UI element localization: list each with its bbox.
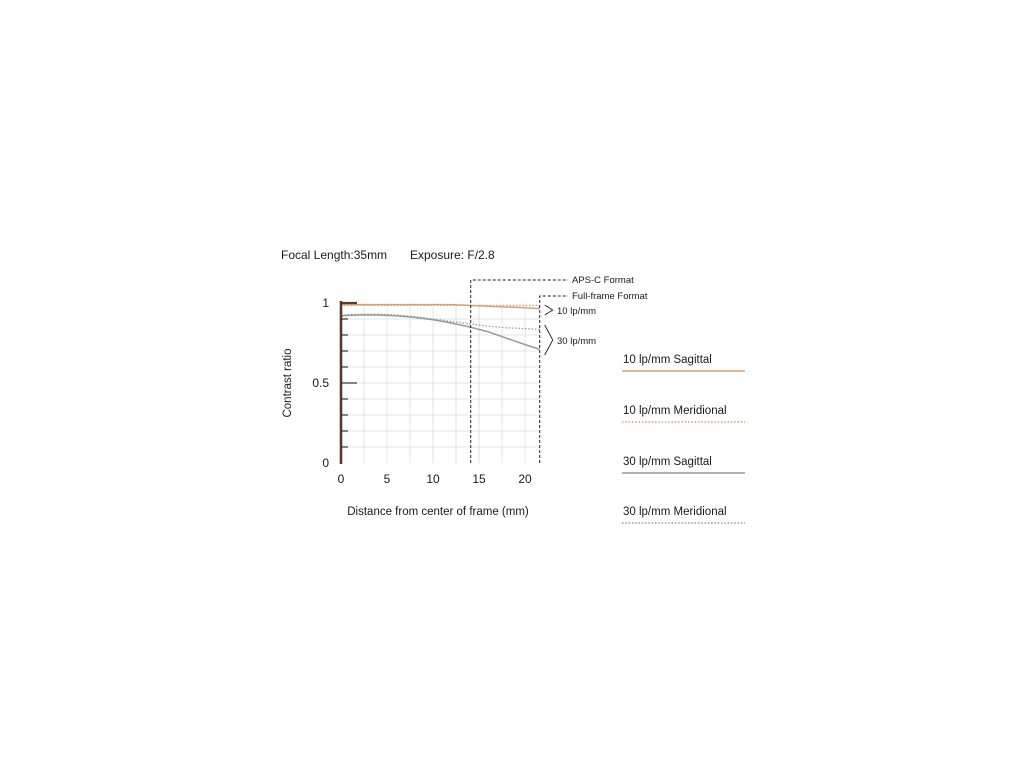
x-tick-label: 15 (472, 472, 486, 486)
legend-item-30-meridional: 30 lp/mm Meridional (623, 506, 727, 518)
x-tick-label: 5 (383, 472, 391, 486)
thirty-lp-annotation: 30 lp/mm (557, 336, 597, 347)
legend (622, 354, 745, 523)
y-tick-label: 0.5 (312, 376, 329, 390)
y-tick-label: 0 (322, 456, 329, 470)
axes (312, 296, 532, 486)
legend-item-10-sagittal: 10 lp/mm Sagittal (623, 354, 712, 366)
full-frame-boundary-line (540, 296, 568, 463)
ten-lp-annotation: 10 lp/mm (557, 306, 597, 317)
exposure-label: Exposure: F/2.8 (410, 248, 495, 262)
legend-item-10-meridional: 10 lp/mm Meridional (623, 405, 727, 417)
x-tick-label: 20 (518, 472, 532, 486)
x-tick-label: 0 (337, 472, 345, 486)
y-tick-label: 1 (322, 296, 329, 310)
aps-c-format-label: APS-C Format (572, 275, 634, 286)
x-tick-label: 10 (426, 472, 440, 486)
thirty-lp-pointer (545, 325, 553, 355)
full-frame-format-label: Full-frame Format (572, 291, 648, 302)
focal-length-label: Focal Length:35mm (281, 248, 388, 262)
series-lines (341, 305, 540, 350)
grid (341, 303, 540, 463)
ten-lp-pointer (545, 305, 553, 315)
x-axis-label: Distance from center of frame (mm) (347, 506, 529, 518)
legend-item-30-sagittal: 30 lp/mm Sagittal (623, 456, 712, 468)
y-axis-label: Contrast ratio (282, 348, 294, 418)
